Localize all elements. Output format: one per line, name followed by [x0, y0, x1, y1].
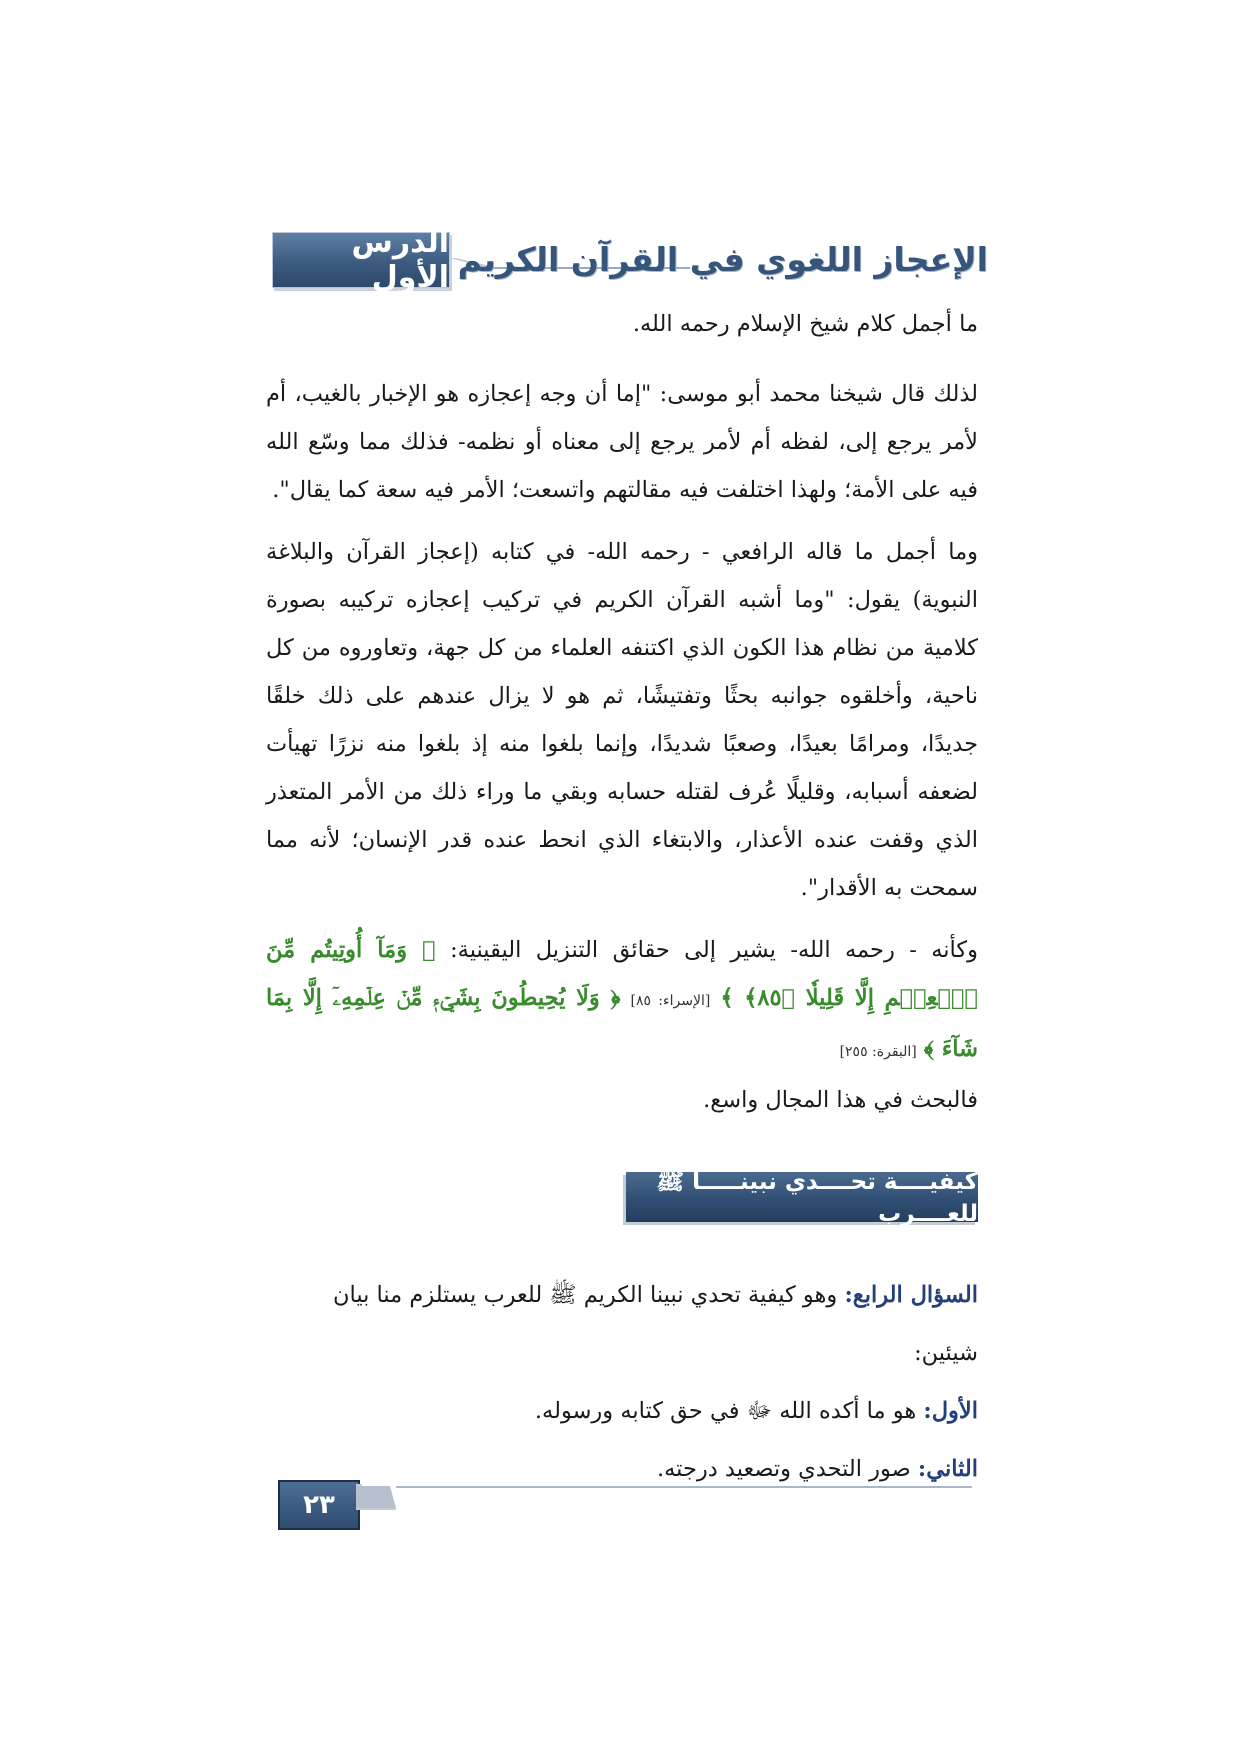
section-heading — [626, 1169, 978, 1227]
footer-divider — [356, 1484, 972, 1510]
question-text: وهو كيفية تحدي نبينا الكريم ﷺ للعرب يستلزم منا بيان شيئين: — [332, 1282, 978, 1366]
paragraph-4 — [266, 926, 978, 1124]
question-block — [266, 1266, 978, 1498]
first-text: هو ما أكده الله ﷻ في حق كتابه ورسوله. — [534, 1398, 917, 1424]
paragraph-4-intro: وكأنه - رحمه الله- يشير إلى حقائق التنزيل اليقينية: — [450, 937, 978, 963]
body-text — [266, 300, 978, 1138]
second-label: الثاني: — [917, 1456, 978, 1482]
question-line — [266, 1266, 978, 1382]
verse-reference-2: [البقرة: ٢٥٥] — [839, 1044, 917, 1060]
paragraph-4-end: فالبحث في هذا المجال واسع. — [703, 1087, 978, 1113]
section-heading-text: كيفيــــة تحــــدي نبينـــــا ﷺ للعــــرب — [656, 1169, 978, 1227]
question-label: السؤال الرابع: — [844, 1282, 978, 1308]
page-number: ٢٣ — [303, 1490, 335, 1520]
first-label: الأول: — [923, 1398, 978, 1424]
second-text: صور التحدي وتصعيد درجته. — [656, 1456, 911, 1482]
lesson-label: الدرس الأول — [351, 225, 449, 295]
page-number-box — [278, 1480, 360, 1530]
paragraph-2: لذلك قال شيخنا محمد أبو موسى: "إما أن وجه إعجازه هو الإخبار بالغيب، أم لأمر يرجع إلى، لفظه أم لأمر يرجع إلى معناه أو نظمه- فذلك مما وسّع الله فيه على الأمة؛ ولهذا اختلفت فيه مقالتهم واتسعت؛ الأمر فيه سعة كما يقال". — [266, 381, 978, 503]
lesson-badge — [272, 225, 450, 295]
page-header — [272, 225, 988, 295]
paragraph-3: وما أجمل ما قاله الرافعي - رحمه الله- في كتابه (إعجاز القرآن والبلاغة النبوية) يقول: "وما أشبه القرآن الكريم في تركيب إعجازه تركيبه بصورة كلامية من نظام هذا الكون الذي اكتنفه العلماء من كل جهة، وتعاوروه من كل ناحية، وأخلقوه جوانبه بحثًا وتفتيشًا، ثم هو لا يزال عندهم على ذلك خلقًا جديدًا، ومرامًا بعيدًا، وصعبًا شديدًا، وإنما بلغوا منه إذ بلغوا منه نزرًا تهيأت لضعفه أسبابه، وقليلًا عُرف لقتله حسابه وبقي ما وراء ذلك من الأمر المتعذر الذي وقفت عنده الأعذار، والابتغاء الذي انحط عنده قدر الإنسان؛ لأنه مما سمحت به الأقدار". — [266, 539, 978, 901]
paragraph-1: ما أجمل كلام شيخ الإسلام رحمه الله. — [632, 311, 978, 337]
book-title: الإعجاز اللغوي في القرآن الكريم — [457, 239, 988, 279]
quran-verse-1: ﴿ وَمَآ أُوتِيتُم مِّنَ ٱلۡعِلۡمِ إِلَّا قَلِيلٗا ﴿٨٥﴾ ﴾ — [266, 937, 978, 1011]
first-point — [266, 1382, 978, 1440]
quran-verse-2: ﴿ وَلَا يُحِيطُونَ بِشَيۡءٖ مِّنۡ عِلۡمِهِۦٓ إِلَّا بِمَا شَآءَ ﴾ — [266, 985, 978, 1062]
verse-reference-1: [الإسراء: ٨٥] — [630, 993, 711, 1009]
